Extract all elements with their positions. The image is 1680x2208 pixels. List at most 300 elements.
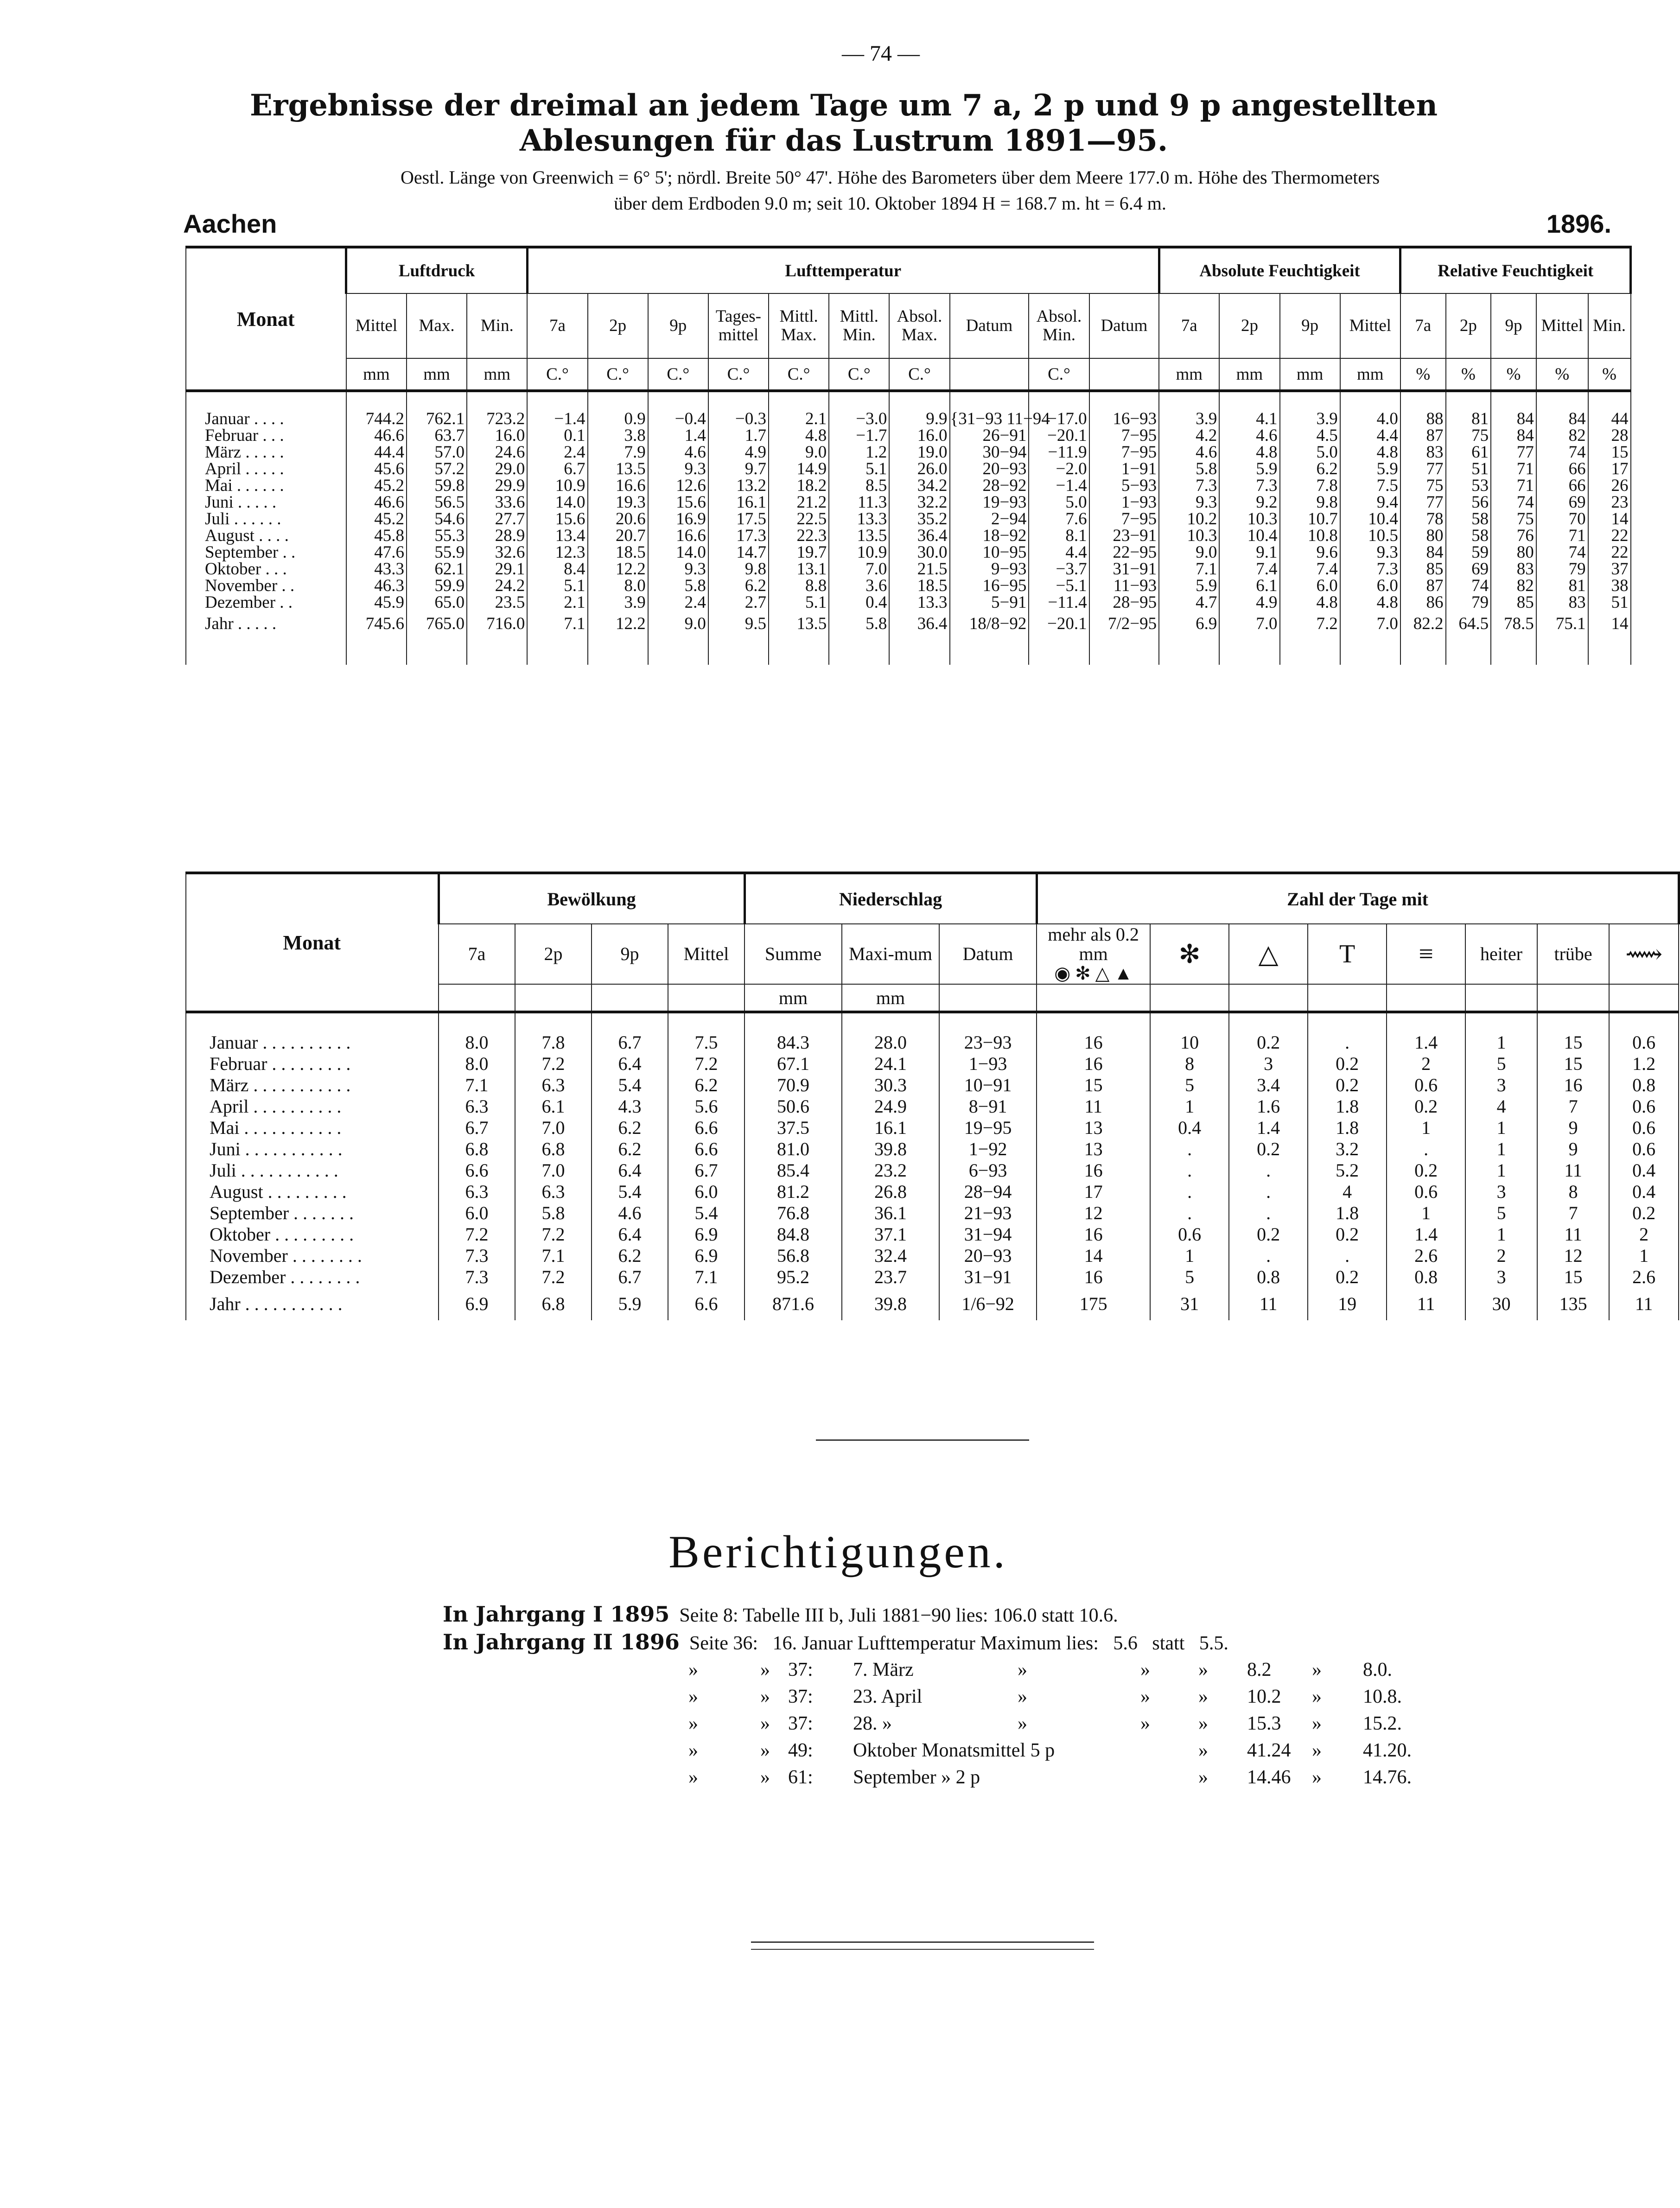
data-cell: 16	[1037, 1160, 1150, 1181]
month-label: Juni . . . . .	[186, 494, 346, 511]
data-cell: 16.9	[648, 511, 708, 528]
page-number: — 74 —	[842, 41, 920, 66]
data-cell: 62.1	[407, 561, 467, 578]
data-cell: 744.2	[346, 411, 407, 427]
data-cell: 50.6	[745, 1096, 842, 1117]
data-cell: 55.3	[407, 528, 467, 544]
data-cell: 7.5	[668, 1032, 745, 1053]
col-header: 2p	[515, 924, 592, 984]
data-cell: 61	[1446, 444, 1491, 461]
year-cell: 78.5	[1491, 611, 1536, 637]
data-cell: 0.6	[1609, 1117, 1679, 1139]
unit-header: %	[1588, 358, 1631, 391]
correction-cell-q2: »	[760, 1659, 770, 1680]
correction-cell-old: 41.20.	[1363, 1740, 1412, 1761]
data-cell: 0.2	[1387, 1160, 1465, 1181]
data-cell: 5.2	[1308, 1160, 1387, 1181]
table-row	[186, 1139, 1679, 1160]
data-cell: 24.6	[467, 444, 527, 461]
year-cell: 871.6	[745, 1288, 842, 1320]
data-cell: 13.5	[829, 528, 889, 544]
data-cell: 30−94	[950, 444, 1029, 461]
unit-header: C.°	[889, 358, 949, 391]
col-header: heiter	[1465, 924, 1537, 984]
correction-1-text: Seite 8: Tabelle III b, Juli 1881−90 lies: 106.0 statt 10.6.	[679, 1605, 1118, 1626]
data-cell: 10	[1150, 1032, 1229, 1053]
info-line-2: über dem Erdboden 9.0 m; seit 10. Oktober 1894 H = 168.7 m. ht = 6.4 m.	[614, 193, 1166, 214]
month-label: Februar . . .	[186, 427, 346, 444]
data-cell: 20.6	[588, 511, 648, 528]
year-cell: 7.1	[527, 611, 587, 637]
data-cell: 0.1	[527, 427, 587, 444]
year-cell: 30	[1465, 1288, 1537, 1320]
table-row	[186, 578, 1631, 594]
data-cell: 6.6	[668, 1139, 745, 1160]
data-cell: 74	[1536, 444, 1588, 461]
data-cell: 6.3	[439, 1181, 515, 1203]
data-cell: 5.1	[769, 594, 829, 611]
data-cell: 6.6	[668, 1117, 745, 1139]
unit-header: %	[1446, 358, 1491, 391]
data-cell: −1.4	[527, 411, 587, 427]
bottom-rule-2	[751, 1949, 1094, 1950]
data-cell: 6.0	[668, 1181, 745, 1203]
data-cell: 10.9	[829, 544, 889, 561]
data-cell: 14.9	[769, 461, 829, 477]
unit-header	[1037, 984, 1150, 1012]
data-cell: 5.4	[668, 1203, 745, 1224]
data-cell: 5.4	[592, 1181, 668, 1203]
data-cell: 4	[1465, 1096, 1537, 1117]
year-cell: 19	[1308, 1288, 1387, 1320]
unit-header: mm	[1219, 358, 1279, 391]
data-cell: 84	[1536, 411, 1588, 427]
data-cell: 75	[1446, 427, 1491, 444]
data-cell: 5.1	[829, 461, 889, 477]
unit-header: C.°	[1029, 358, 1089, 391]
data-cell: 0.2	[1308, 1053, 1387, 1075]
data-cell: 32.2	[889, 494, 949, 511]
col-header: Mittl. Min.	[829, 293, 889, 358]
col-header: Absol. Max.	[889, 293, 949, 358]
col-header: 9p	[1491, 293, 1536, 358]
data-cell: 19.3	[588, 494, 648, 511]
unit-header: mm	[346, 358, 407, 391]
data-cell: 65.0	[407, 594, 467, 611]
data-cell: 22	[1588, 528, 1631, 544]
correction-cell-q1: »	[688, 1686, 698, 1707]
correction-cell-q1: »	[688, 1659, 698, 1680]
data-cell: 11.3	[829, 494, 889, 511]
data-cell: 18.5	[588, 544, 648, 561]
correction-cell-q2: »	[760, 1740, 770, 1761]
data-cell: 51	[1588, 594, 1631, 611]
data-cell: 9.4	[1340, 494, 1400, 511]
data-cell: 10.3	[1219, 511, 1279, 528]
unit-header	[1308, 984, 1387, 1012]
correction-cell-new: 15.3	[1247, 1713, 1281, 1734]
title-line-1: Ergebnisse der dreimal an jedem Tage um 7 a, 2 p und 9 p angestellten	[249, 88, 1438, 123]
data-cell: 1.2	[829, 444, 889, 461]
unit-header	[1465, 984, 1537, 1012]
data-cell: 1	[1465, 1117, 1537, 1139]
data-cell: 6.7	[527, 461, 587, 477]
correction-cell-q3: »	[1018, 1659, 1027, 1680]
correction-2-seite: Seite 36:	[689, 1633, 758, 1654]
data-cell: 37.5	[745, 1117, 842, 1139]
data-cell: 1.6	[1229, 1096, 1308, 1117]
data-cell: 762.1	[407, 411, 467, 427]
data-cell: 85	[1491, 594, 1536, 611]
correction-cell-new: 14.46	[1247, 1767, 1291, 1788]
year-row	[186, 611, 1631, 637]
data-cell: 15	[1537, 1266, 1609, 1288]
data-cell: 5	[1150, 1266, 1229, 1288]
correction-cell-text: 23. April	[853, 1686, 923, 1707]
unit-header: C.°	[588, 358, 648, 391]
data-cell: 7.6	[1029, 511, 1089, 528]
group-luftdruck: Luftdruck	[346, 247, 528, 293]
data-cell: 16−95	[950, 578, 1029, 594]
data-cell: 9.0	[1159, 544, 1219, 561]
data-cell: 67.1	[745, 1053, 842, 1075]
data-cell: 5	[1150, 1075, 1229, 1096]
correction-cell-q3: »	[1018, 1686, 1027, 1707]
data-cell: 11	[1537, 1160, 1609, 1181]
unit-header: %	[1491, 358, 1536, 391]
data-cell: 24.2	[467, 578, 527, 594]
table-row	[186, 1096, 1679, 1117]
year-cell: −20.1	[1029, 611, 1089, 637]
data-cell: 10−91	[939, 1075, 1037, 1096]
data-cell: 3.9	[1159, 411, 1219, 427]
data-cell: 0.8	[1229, 1266, 1308, 1288]
table-1-body	[186, 391, 1631, 665]
data-cell: 0.6	[1387, 1075, 1465, 1096]
data-cell: 16−93	[1089, 411, 1159, 427]
data-cell: 63.7	[407, 427, 467, 444]
year-cell: 716.0	[467, 611, 527, 637]
data-cell: 81.0	[745, 1139, 842, 1160]
correction-2-statt: statt	[1152, 1633, 1185, 1654]
data-cell: 4.8	[769, 427, 829, 444]
data-cell: 7.5	[1340, 477, 1400, 494]
correction-cell-seite: 61:	[788, 1767, 813, 1788]
data-cell: 8.4	[527, 561, 587, 578]
data-cell: 13.3	[829, 511, 889, 528]
data-cell: 9.3	[1340, 544, 1400, 561]
data-cell: −3.7	[1029, 561, 1089, 578]
data-cell: 23−93	[939, 1032, 1037, 1053]
data-cell: 6.1	[515, 1096, 592, 1117]
data-cell: 55.9	[407, 544, 467, 561]
correction-cell-new: 8.2	[1247, 1659, 1272, 1680]
table-1-header	[186, 247, 1631, 391]
unit-header: mm	[745, 984, 842, 1012]
correction-cell-q1: »	[688, 1767, 698, 1788]
correction-cell-old: 15.2.	[1363, 1713, 1402, 1734]
data-cell: 37	[1588, 561, 1631, 578]
correction-cell-q6: »	[1312, 1713, 1322, 1734]
data-cell: 37.1	[842, 1224, 939, 1245]
data-cell: 19.7	[769, 544, 829, 561]
col-header: Max.	[407, 293, 467, 358]
table-row	[186, 1203, 1679, 1224]
data-cell: 0.6	[1150, 1224, 1229, 1245]
data-cell: −17.0	[1029, 411, 1089, 427]
data-cell: 31−91	[1089, 561, 1159, 578]
data-cell: 2−94	[950, 511, 1029, 528]
data-cell: 23.7	[842, 1266, 939, 1288]
data-cell: 6.2	[668, 1075, 745, 1096]
unit-header: C.°	[648, 358, 708, 391]
year-cell: 82.2	[1400, 611, 1446, 637]
data-cell: 1−93	[939, 1053, 1037, 1075]
data-cell: 1.4	[648, 427, 708, 444]
data-cell: 0.2	[1308, 1224, 1387, 1245]
data-cell: 6.2	[1280, 461, 1340, 477]
data-cell: 5.8	[648, 578, 708, 594]
data-cell: 56	[1446, 494, 1491, 511]
data-cell: 83	[1400, 444, 1446, 461]
data-cell: 95.2	[745, 1266, 842, 1288]
data-cell: 29.9	[467, 477, 527, 494]
month-label: Dezember . .	[186, 594, 346, 611]
data-cell: 6.2	[708, 578, 769, 594]
data-cell: −0.3	[708, 411, 769, 427]
table-row	[186, 511, 1631, 528]
table-row	[186, 1181, 1679, 1203]
data-cell: 0.8	[1387, 1266, 1465, 1288]
data-cell: 6.0	[1280, 578, 1340, 594]
hail-icon: △	[1229, 924, 1308, 984]
data-cell: 23.5	[467, 594, 527, 611]
col-header: 9p	[648, 293, 708, 358]
month-label: April . . . . . . . . . .	[186, 1096, 439, 1117]
data-cell: 56.5	[407, 494, 467, 511]
unit-header	[515, 984, 592, 1012]
data-cell: 7.1	[515, 1245, 592, 1266]
table-row	[186, 427, 1631, 444]
data-cell: 46.6	[346, 494, 407, 511]
year-cell: 1/6−92	[939, 1288, 1037, 1320]
data-cell: 17.3	[708, 528, 769, 544]
data-cell: 16	[1037, 1266, 1150, 1288]
data-cell: 6.9	[668, 1245, 745, 1266]
table-row	[186, 477, 1631, 494]
bottom-rule-1	[751, 1941, 1094, 1943]
data-cell: 1	[1465, 1139, 1537, 1160]
data-cell: 30.3	[842, 1075, 939, 1096]
data-cell: 5.0	[1280, 444, 1340, 461]
data-cell: 7.3	[439, 1245, 515, 1266]
col-header: Datum	[939, 924, 1037, 984]
group-niederschlag: Niederschlag	[745, 873, 1037, 924]
data-cell: 70.9	[745, 1075, 842, 1096]
data-cell: 6.8	[515, 1139, 592, 1160]
data-cell: 1.4	[1387, 1032, 1465, 1053]
data-cell: 9	[1537, 1139, 1609, 1160]
data-cell: 5.6	[668, 1096, 745, 1117]
col-header: Min.	[467, 293, 527, 358]
year-cell: 7.0	[1340, 611, 1400, 637]
data-cell: 14.0	[527, 494, 587, 511]
data-cell: 38	[1588, 578, 1631, 594]
data-cell: 86	[1400, 594, 1446, 611]
correction-cell-old: 8.0.	[1363, 1659, 1392, 1680]
data-cell: 1.8	[1308, 1203, 1387, 1224]
fog-icon: ≡	[1387, 924, 1465, 984]
data-cell: 15	[1037, 1075, 1150, 1096]
data-cell: −0.4	[648, 411, 708, 427]
data-cell: 80	[1400, 528, 1446, 544]
correction-cell-q1: »	[688, 1713, 698, 1734]
correction-cell-q4: »	[1140, 1686, 1150, 1707]
observation-table-1	[185, 246, 1632, 665]
data-cell: {31−93 11−94	[950, 409, 1050, 428]
data-cell: 2.6	[1387, 1245, 1465, 1266]
data-cell: 71	[1491, 477, 1536, 494]
data-cell: 58	[1446, 511, 1491, 528]
data-cell: .	[1150, 1181, 1229, 1203]
month-header: Monat	[186, 247, 346, 391]
year-cell: 6.9	[439, 1288, 515, 1320]
correction-1-label: In Jahrgang I 1895	[443, 1602, 670, 1627]
data-cell: 15	[1588, 444, 1631, 461]
correction-cell-q6: »	[1312, 1686, 1322, 1707]
data-cell: 3	[1229, 1053, 1308, 1075]
month-label: Juli . . . . . .	[186, 511, 346, 528]
data-cell: 16	[1037, 1032, 1150, 1053]
year-row	[186, 1288, 1679, 1320]
col-header: Summe	[745, 924, 842, 984]
data-cell: 8.0	[588, 578, 648, 594]
data-cell: 11−93	[1089, 578, 1159, 594]
unit-header: %	[1536, 358, 1588, 391]
data-cell: 7	[1537, 1203, 1609, 1224]
data-cell: 10.4	[1340, 511, 1400, 528]
unit-header	[1089, 358, 1159, 391]
data-cell: 18−92	[950, 528, 1029, 544]
unit-header: C.°	[769, 358, 829, 391]
year-cell: 75.1	[1536, 611, 1588, 637]
data-cell: 43.3	[346, 561, 407, 578]
data-cell: 9−93	[950, 561, 1029, 578]
data-cell: 9.1	[1219, 544, 1279, 561]
month-label: Januar . . . . . . . . . .	[186, 1032, 439, 1053]
data-cell: 6.2	[592, 1117, 668, 1139]
title-line-2: Ablesungen für das Lustrum 1891—95.	[519, 123, 1168, 158]
data-cell: 7.8	[515, 1032, 592, 1053]
col-header: 7a	[1159, 293, 1219, 358]
data-cell: −1.4	[1029, 477, 1089, 494]
correction-cell-q6: »	[1312, 1740, 1322, 1761]
data-cell: 4.2	[1159, 427, 1219, 444]
data-cell: 28	[1588, 427, 1631, 444]
correction-cell-text: Oktober Monatsmittel 5 p	[853, 1740, 1055, 1761]
data-cell: 84	[1400, 544, 1446, 561]
data-cell: 17	[1037, 1181, 1150, 1203]
data-cell: −20.1	[1029, 427, 1089, 444]
data-cell: 5.4	[592, 1075, 668, 1096]
data-cell: 0.8	[1609, 1075, 1679, 1096]
data-cell: 1	[1465, 1032, 1537, 1053]
data-cell: 23−91	[1089, 528, 1159, 544]
year-cell: 18/8−92	[950, 611, 1029, 637]
data-cell: 3	[1465, 1181, 1537, 1203]
year-cell: 7/2−95	[1089, 611, 1159, 637]
correction-cell-q6: »	[1312, 1659, 1322, 1680]
data-cell: 13.2	[708, 477, 769, 494]
data-cell: 10.3	[1159, 528, 1219, 544]
col-header-text: mehr als 0.2 mm	[1048, 924, 1139, 964]
table-row	[186, 444, 1631, 461]
data-cell: 51	[1446, 461, 1491, 477]
data-cell: 3	[1465, 1266, 1537, 1288]
data-cell: 71	[1536, 528, 1588, 544]
data-cell: −5.1	[1029, 578, 1089, 594]
data-cell: 39.8	[842, 1139, 939, 1160]
table-row	[186, 594, 1631, 611]
data-cell: 18.2	[769, 477, 829, 494]
data-cell: 1	[1150, 1096, 1229, 1117]
table-row	[186, 1053, 1679, 1075]
data-cell: 1.7	[708, 427, 769, 444]
data-cell: 2	[1609, 1224, 1679, 1245]
data-cell: 4.3	[592, 1096, 668, 1117]
data-cell: 5.8	[515, 1203, 592, 1224]
year-cell: 64.5	[1446, 611, 1491, 637]
data-cell: 26.0	[889, 461, 949, 477]
data-cell: 84.3	[745, 1032, 842, 1053]
group-lufttemperatur: Lufttemperatur	[527, 247, 1159, 293]
data-cell: 4.4	[1340, 427, 1400, 444]
data-cell: 1	[1387, 1117, 1465, 1139]
data-cell: 0.9	[588, 411, 648, 427]
data-cell: 6.4	[592, 1224, 668, 1245]
data-cell: 59.8	[407, 477, 467, 494]
data-cell: 10−95	[950, 544, 1029, 561]
data-cell: 83	[1491, 561, 1536, 578]
month-label: März . . . . .	[186, 444, 346, 461]
data-cell: 23	[1588, 494, 1631, 511]
data-cell: 29.1	[467, 561, 527, 578]
data-cell: 84.8	[745, 1224, 842, 1245]
correction-cell-q3: »	[1018, 1713, 1027, 1734]
station-name: Aachen	[183, 209, 277, 238]
corrections-heading: Berichtigungen.	[668, 1526, 1008, 1578]
data-cell: −1.7	[829, 427, 889, 444]
correction-cell-text: 28. »	[853, 1713, 892, 1734]
data-cell: 56.8	[745, 1245, 842, 1266]
data-cell: 74	[1491, 494, 1536, 511]
data-cell: 13.4	[527, 528, 587, 544]
month-label: Dezember . . . . . . . .	[186, 1266, 439, 1288]
year-cell: 14	[1588, 611, 1631, 637]
year-cell: 6.9	[1159, 611, 1219, 637]
data-cell: 31−94	[939, 1224, 1037, 1245]
data-cell: −11.9	[1029, 444, 1089, 461]
correction-cell-seite: 49:	[788, 1740, 813, 1761]
data-cell: .	[1150, 1160, 1229, 1181]
data-cell: 59.9	[407, 578, 467, 594]
unit-header	[1229, 984, 1308, 1012]
data-cell: 0.2	[1387, 1096, 1465, 1117]
year-cell: 11	[1609, 1288, 1679, 1320]
data-cell: 21.2	[769, 494, 829, 511]
correction-line-1	[443, 1602, 1118, 1627]
data-cell: 7.1	[668, 1266, 745, 1288]
